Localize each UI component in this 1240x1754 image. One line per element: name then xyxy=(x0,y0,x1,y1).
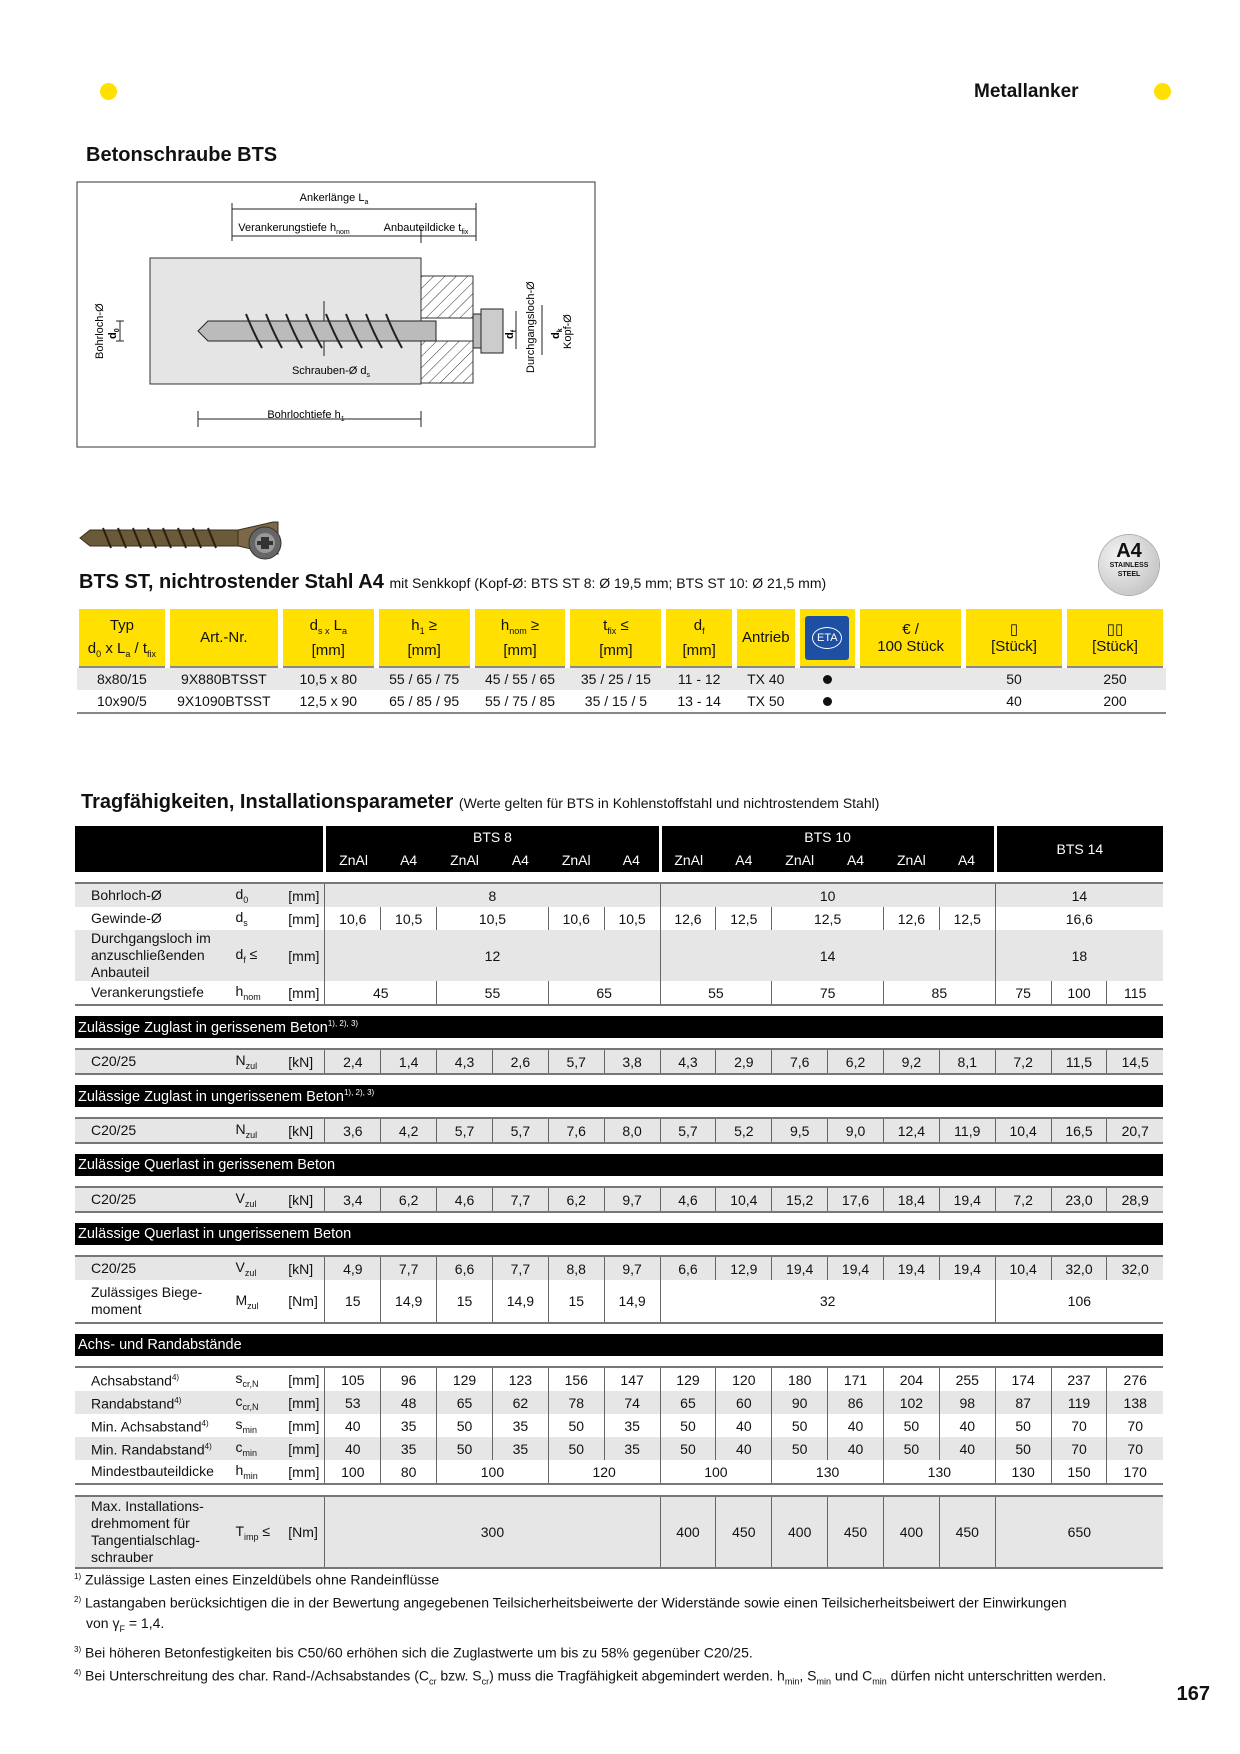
diagram-dk: $d_k$ xyxy=(550,328,564,339)
row-randabstand: Randabstand$^{4)}$ $c_{cr,N}$ [mm] 53 48 65 62 78 74 65 60 90 86 102 98 87 119 138 xyxy=(75,1391,1163,1414)
diagram-schrauben: Schrauben-Ø $d_s$ xyxy=(291,365,371,379)
col-hnom: $h_{nom}$ ≥ [mm] xyxy=(472,609,568,667)
col-df: $d_f$ [mm] xyxy=(664,609,735,667)
col-price: € / 100 Stück xyxy=(858,609,964,667)
diagram-ankerlaenge: Ankerlänge $L_a$ xyxy=(299,192,369,206)
product-table-header xyxy=(77,609,1166,667)
col-vpe1: ▯ [Stück] xyxy=(964,609,1065,667)
diagram-anbauteildicke: Anbauteildicke $t_{fix}$ xyxy=(383,222,469,236)
box-icon: ▯ xyxy=(1009,621,1019,638)
row-verankerungstiefe: Verankerungstiefe $h_{nom}$ [mm] 45 55 65 55 75 85 75 100 115 xyxy=(75,981,1163,1005)
diagram-bohrloch: Bohrloch-Ø xyxy=(94,303,106,359)
section-abstaende: Achs- und Randabstände xyxy=(75,1334,1163,1356)
section-zug-gerissen: Zulässige Zuglast in gerissenem Beton$^{1), 2), 3)}$ xyxy=(75,1016,1163,1038)
product-table xyxy=(74,609,1168,714)
row-achsabstand: Achsabstand$^{4)}$ $s_{cr,N}$ [mm] 105 96 129 123 156 147 129 120 180 171 204 255 174 237 276 xyxy=(75,1367,1163,1391)
row-drehmoment: Max. Installations- drehmoment für Tangentialschlag- schrauber $T_{imp}$ ≤ [Nm] 300 400 450 400 450 400 450 650 xyxy=(75,1496,1163,1568)
col-eta xyxy=(797,609,858,667)
diagram-durchgangsloch: Durchgangsloch-Ø xyxy=(525,281,537,373)
row-gewinde: Gewinde-Ø $d_s$ [mm] 10,6 10,5 10,5 10,6 10,5 12,6 12,5 12,5 12,6 12,5 16,6 xyxy=(75,907,1163,930)
screw-head-photo xyxy=(247,525,283,561)
col-artnr: Art.-Nr. xyxy=(167,609,280,667)
col-typ: Typ $d_0$ x $L_a / t_{fix}$ xyxy=(77,609,168,667)
section-quer-gerissen: Zulässige Querlast in gerissenem Beton xyxy=(75,1154,1163,1176)
col-vpe2: ▯▯ [Stück] xyxy=(1065,609,1166,667)
product-title: BTS ST, nichtrostender Stahl A4 mit Senkkopf (Kopf-Ø: BTS ST 8: Ø 19,5 mm; BTS ST 10: Ø 21,5 mm) xyxy=(79,571,827,593)
row-zug-ungerissen: C20/25 $N_{zul}$ [kN] 3,6 4,2 5,7 5,7 7,6 8,0 5,7 5,2 9,5 9,0 12,4 11,9 10,4 16,5 20,7 xyxy=(75,1118,1163,1143)
page-number: 167 xyxy=(1176,1683,1210,1705)
eta-bullet xyxy=(823,675,832,684)
col-ds: $d_{s x}$ $L_a$ [mm] xyxy=(280,609,376,667)
row-durchgangsloch: Durchgangsloch im anzuschließenden Anbauteil $d_f$ ≤ [mm] 12 14 18 xyxy=(75,930,1163,981)
capacity-table xyxy=(75,826,1163,1569)
group-header-row: BTS 8 BTS 10 BTS 14 xyxy=(75,826,1163,848)
a4-stainless-badge: A4 STAINLESS STEEL xyxy=(1099,535,1159,595)
page-title: Betonschraube BTS xyxy=(86,144,278,166)
diagram-bohrlochtiefe: Bohrlochtiefe $h_1$ xyxy=(267,409,345,423)
diagram-df: $d_f$ xyxy=(504,329,518,339)
accent-dot-left xyxy=(100,83,117,100)
row-mindestbauteildicke: Mindestbauteildicke $h_{min}$ [mm] 100 80 100 120 100 130 130 130 150 170 xyxy=(75,1460,1163,1484)
row-min-randabstand: Min. Randabstand$^{4)}$ $c_{min}$ [mm] 40 35 50 35 50 35 50 40 50 40 50 40 50 70 70 xyxy=(75,1437,1163,1460)
footnotes: $^{1)}$ Zulässige Lasten eines Einzeldübels ohne Randeinflüsse $^{2)}$ Lastangaben berücksichtigen die in der Bewertung angegebenen Teilsicherheitsbeiwerte der Widerstände sowie einen Teilsicherheitsbeiwert der Einwirkungen von $\gamma_F = 1,4$. $^{3)}$ Bei höheren Betonfestigkeiten bis C50/60 erhöhen sich die Zuglastwerte um bis zu 58% gegenüber C20/25. $^{4)}$ Bei Unterschreitung des char. Rand-/Achsabstandes ($C_{cr}$ bzw. $S_{cr}$) muss die Tragfähigkeit abgemindert werden. $h_{min}$, $S_{min}$ und $C_{min}$ dürfen nicht unterschritten werden. xyxy=(74,1571,1107,1687)
row-quer-ungerissen: C20/25 $V_{zul}$ [kN] 4,9 7,7 6,6 7,7 8,8 9,7 6,6 12,9 19,4 19,4 19,4 19,4 10,4 32,0 32,0 xyxy=(75,1256,1163,1280)
section-zug-ungerissen: Zulässige Zuglast in ungerissenem Beton$^{1), 2), 3)}$ xyxy=(75,1085,1163,1107)
col-tfix: $t_{fix}$ ≤ [mm] xyxy=(568,609,664,667)
anchor-diagram xyxy=(76,181,596,449)
col-antrieb: Antrieb xyxy=(735,609,798,667)
row-zug-gerissen: C20/25 $N_{zul}$ [kN] 2,4 1,4 4,3 2,6 5,7 3,8 4,3 2,9 7,6 6,2 9,2 8,1 7,2 11,5 14,5 xyxy=(75,1049,1163,1074)
row-min-achsabstand: Min. Achsabstand$^{4)}$ $s_{min}$ [mm] 40 35 50 35 50 35 50 40 50 40 50 40 50 70 70 xyxy=(75,1414,1163,1437)
eta-icon: ETA xyxy=(805,616,849,660)
accent-dot-right xyxy=(1154,83,1171,100)
table-row: 8x80/15 9X880BTSST 10,5 x 80 55 / 65 / 75 45 / 55 / 65 35 / 25 / 15 11 - 12 TX 40 50 250 xyxy=(77,667,1166,690)
col-h1: $h_1$ ≥ [mm] xyxy=(376,609,472,667)
diagram-verankerungstiefe: Verankerungstiefe $h_{nom}$ xyxy=(238,222,350,236)
row-quer-gerissen: C20/25 $V_{zul}$ [kN] 3,4 6,2 4,6 7,7 6,2 9,7 4,6 10,4 15,2 17,6 18,4 19,4 7,2 23,0 28,9 xyxy=(75,1187,1163,1212)
capacity-title: Tragfähigkeiten, Installationsparameter (Werte gelten für BTS in Kohlenstoffstahl und nichtrostendem Stahl) xyxy=(81,791,880,813)
diagram-kopf: Kopf-Ø xyxy=(562,314,574,349)
eta-bullet xyxy=(823,697,832,706)
row-biegemoment: Zulässiges Biege- moment $M_{zul}$ [Nm] 15 14,9 15 14,9 15 14,9 32 106 xyxy=(75,1280,1163,1323)
table-row: 10x90/5 9X1090BTSST 12,5 x 90 65 / 85 / 95 55 / 75 / 85 35 / 15 / 5 13 - 14 TX 50 40 200 xyxy=(77,690,1166,713)
section-title: Metallanker xyxy=(974,81,1079,102)
row-bohrloch: Bohrloch-Ø $d_0$ [mm] 8 10 14 xyxy=(75,883,1163,907)
section-quer-ungerissen: Zulässige Querlast in ungerissenem Beton xyxy=(75,1223,1163,1245)
boxes-icon: ▯▯ xyxy=(1106,621,1124,638)
diagram-d0: $d_0$ xyxy=(107,328,121,339)
material-header-row: ZnAl A4 ZnAl A4 ZnAl A4 ZnAl A4 ZnAl A4 ZnAl A4 xyxy=(75,848,1163,872)
